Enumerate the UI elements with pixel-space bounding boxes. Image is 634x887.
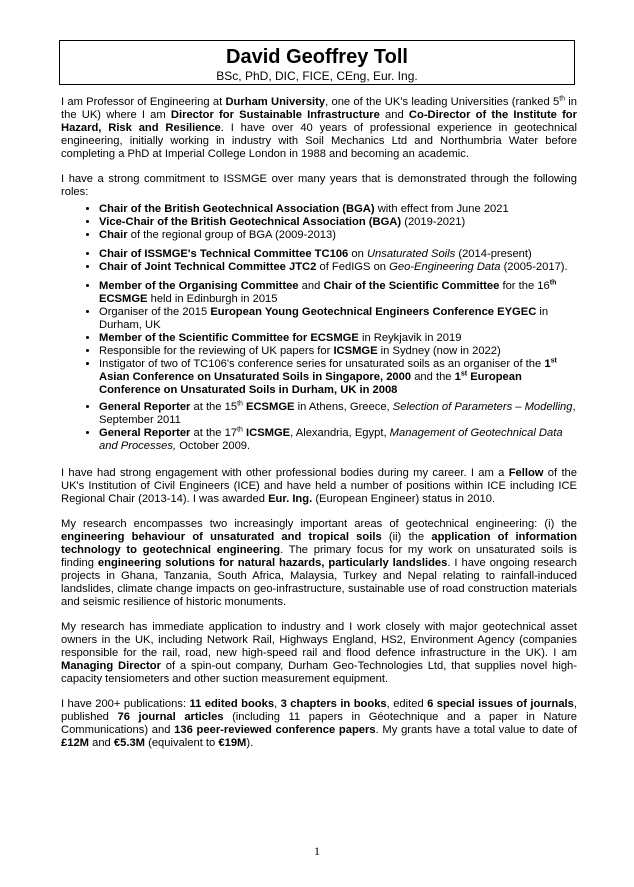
- cv-header: [59, 40, 575, 85]
- university-name: Durham University: [225, 96, 326, 108]
- text-run: . My grants have a total value to date of: [375, 724, 577, 736]
- qualifications: BSc, PhD, DIC, FICE, CEng, Eur. Ing.: [216, 69, 418, 83]
- text-run: ECSMGE: [242, 401, 295, 413]
- engagement-paragraph: [61, 467, 577, 506]
- text-run: €5.3M: [113, 737, 145, 749]
- list-item: [99, 306, 577, 332]
- text-run: Eur. Ing.: [268, 493, 313, 505]
- text-run: , published: [61, 698, 578, 723]
- role-title: Co-Director of the Institute for Hazard, Risk and Resilience: [61, 109, 577, 134]
- text-run: €19M: [218, 737, 247, 749]
- text-run: Selection of Parameters – Modelling: [392, 401, 573, 413]
- text-run: . I have ongoing research projects in Ghana, Tanzania, South Africa, Malaysia, Turkey and Nepal relating to rainfall-induced landslides, climate change impacts on geo-infrastructure, sustainable use of road construction materials and seismic resilience of historic monuments.: [61, 557, 577, 608]
- text-run: ).: [246, 737, 254, 749]
- text-run: , edited: [386, 698, 428, 710]
- text-run: £12M: [61, 737, 89, 749]
- text-run: of the regional group of BGA (2009-2013): [127, 229, 336, 241]
- text-run: (ii) the: [381, 531, 432, 543]
- roles-list-conferences: [61, 280, 577, 453]
- superscript: th: [237, 426, 243, 434]
- text-run: , September 2011: [99, 401, 576, 426]
- text-run: I have 200+ publications:: [61, 698, 190, 710]
- text-run: . The primary focus for my work on unsaturated soils is finding: [61, 544, 577, 569]
- role-title: Director for Sustainable Infrastructure: [170, 109, 380, 121]
- superscript: th: [559, 95, 566, 103]
- text-run: and the: [411, 371, 455, 383]
- text-run: Management of Geotechnical Data and Processes,: [99, 427, 563, 452]
- text-run: Vice-Chair of the British Geotechnical Association (BGA): [99, 216, 402, 228]
- text-run: Organiser of the 2015: [99, 306, 211, 318]
- research-paragraph: [61, 518, 577, 609]
- text-run: and: [89, 737, 114, 749]
- list-item: [99, 248, 577, 261]
- text-run: and: [379, 109, 409, 121]
- text-run: 76 journal articles: [117, 711, 224, 723]
- intro-paragraph: [61, 96, 577, 161]
- text-run: and: [298, 280, 324, 292]
- roles-list-bga: [61, 203, 577, 242]
- text-run: ,: [274, 698, 281, 710]
- text-run: in Durham, UK: [99, 306, 549, 331]
- list-item: [99, 358, 577, 397]
- text-run: for the 16: [499, 280, 550, 292]
- list-item: [99, 203, 577, 216]
- text-run: of FedIGS on: [316, 261, 390, 273]
- text-run: Chair of the British Geotechnical Association (BGA): [99, 203, 375, 215]
- text-run: at the 15: [190, 401, 238, 413]
- superscript: st: [550, 357, 557, 365]
- list-item: [99, 261, 577, 274]
- cv-body: [61, 96, 577, 762]
- text-run: Geo-Engineering Data: [389, 261, 501, 273]
- text-run: My research encompasses two increasingly important areas of geotechnical engineering: (i) the: [61, 518, 577, 530]
- text-run: European Conference on Unsaturated Soils in Durham, UK in 2008: [99, 371, 522, 396]
- list-item: [99, 345, 577, 358]
- text-run: 6 special issues of journals: [427, 698, 574, 710]
- text-run: (2005-2017).: [500, 261, 568, 273]
- list-item: [99, 280, 577, 306]
- list-item: [99, 229, 577, 242]
- text-run: in Athens, Greece,: [294, 401, 393, 413]
- text-run: Instigator of two of TC106's conference series for unsaturated soils as an organiser of the: [99, 358, 545, 370]
- text-run: My research has immediate application to industry and I work closely with major geotechnical asset owners in the UK, including Network Rail, Highways England, HS2, Environment Agency (companies responsible for the rail, road, new high-speed rail and flood defence infrastructure in the UK). I am: [61, 621, 577, 659]
- text-run: Asian Conference on Unsaturated Soils in Singapore, 2000: [99, 371, 412, 383]
- roles-list-committees: [61, 248, 577, 274]
- text-run: European Young Geotechnical Engineers Conference EYGEC: [210, 306, 537, 318]
- text-run: 1: [454, 371, 461, 383]
- superscript: st: [460, 370, 468, 378]
- text-run: I am Professor of Engineering at: [61, 96, 226, 108]
- text-run: I have had strong engagement with other professional bodies during my career. I am a: [61, 467, 509, 479]
- text-run: Member of the Organising Committee: [99, 280, 299, 292]
- list-item: [99, 332, 577, 345]
- list-item: [99, 216, 577, 229]
- text-run: at the 17: [190, 427, 238, 439]
- text-run: (equivalent to: [144, 737, 219, 749]
- text-run: of a spin-out company, Durham Geo-Technologies Ltd, that supplies novel high-capacity tensiometers and other suction measurement equipment.: [61, 660, 577, 685]
- superscript: th: [237, 400, 243, 408]
- page-number: 1: [314, 844, 320, 858]
- text-run: Managing Director: [61, 660, 161, 672]
- text-run: Chair of Joint Technical Committee JTC2: [99, 261, 317, 273]
- person-name: David Geoffrey Toll: [226, 46, 408, 68]
- text-run: Responsible for the reviewing of UK papers for: [99, 345, 334, 357]
- text-run: in Sydney (now in 2022): [377, 345, 501, 357]
- text-run: ICSMGE: [242, 427, 291, 439]
- text-run: General Reporter: [99, 401, 191, 413]
- text-run: Chair of the Scientific Committee: [323, 280, 500, 292]
- text-run: Chair: [99, 229, 128, 241]
- superscript: th: [549, 279, 557, 287]
- text-run: 3 chapters in books: [280, 698, 387, 710]
- text-run: held in Edinburgh in 2015: [147, 293, 278, 305]
- text-run: engineering behaviour of unsaturated and tropical soils: [61, 531, 382, 543]
- text-run: Unsaturated Soils: [366, 248, 456, 260]
- text-run: ICSMGE: [333, 345, 378, 357]
- text-run: (2014-present): [455, 248, 532, 260]
- text-run: , Alexandria, Egypt,: [290, 427, 390, 439]
- text-run: engineering solutions for natural hazards, particularly landslides: [97, 557, 448, 569]
- text-run: with effect from June 2021: [374, 203, 509, 215]
- text-run: in Reykjavik in 2019: [358, 332, 462, 344]
- text-run: , one of the UK's leading Universities (ranked 5: [325, 96, 560, 108]
- text-run: . I have over 40 years of professional experience in geotechnical engineering, initially working in industry with Soil Mechanics Ltd and Northumbria Water before completing a PhD at Imperial College London in 1988 and becoming an academic.: [61, 122, 577, 160]
- text-run: in the UK) where I am: [61, 96, 577, 121]
- text-run: October 2009.: [176, 440, 251, 452]
- text-run: Fellow: [508, 467, 544, 479]
- text-run: Chair of ISSMGE's Technical Committee TC106: [99, 248, 349, 260]
- industry-paragraph: [61, 621, 577, 686]
- text-run: (2019-2021): [401, 216, 466, 228]
- text-run: ECSMGE: [99, 293, 148, 305]
- text-run: Member of the Scientific Committee for ECSMGE: [99, 332, 359, 344]
- text-run: of the UK's Institution of Civil Engineers (ICE) and have held a number of positions within ICE including ICE Regional Chair (2013-14). I was awarded: [61, 467, 577, 505]
- text-run: on: [348, 248, 367, 260]
- list-item: [99, 427, 577, 453]
- roles-intro: I have a strong commitment to ISSMGE over many years that is demonstrated through the following roles:: [61, 173, 577, 198]
- text-run: 11 edited books: [189, 698, 275, 710]
- text-run: 1: [544, 358, 551, 370]
- text-run: General Reporter: [99, 427, 191, 439]
- text-run: (including 11 papers in Géotechnique and a paper in Nature Communications) and: [61, 711, 577, 736]
- publications-paragraph: [61, 698, 577, 750]
- text-run: 136 peer-reviewed conference papers: [174, 724, 376, 736]
- text-run: application of information technology to geotechnical engineering: [61, 531, 577, 556]
- list-item: [99, 401, 577, 427]
- text-run: (European Engineer) status in 2010.: [312, 493, 496, 505]
